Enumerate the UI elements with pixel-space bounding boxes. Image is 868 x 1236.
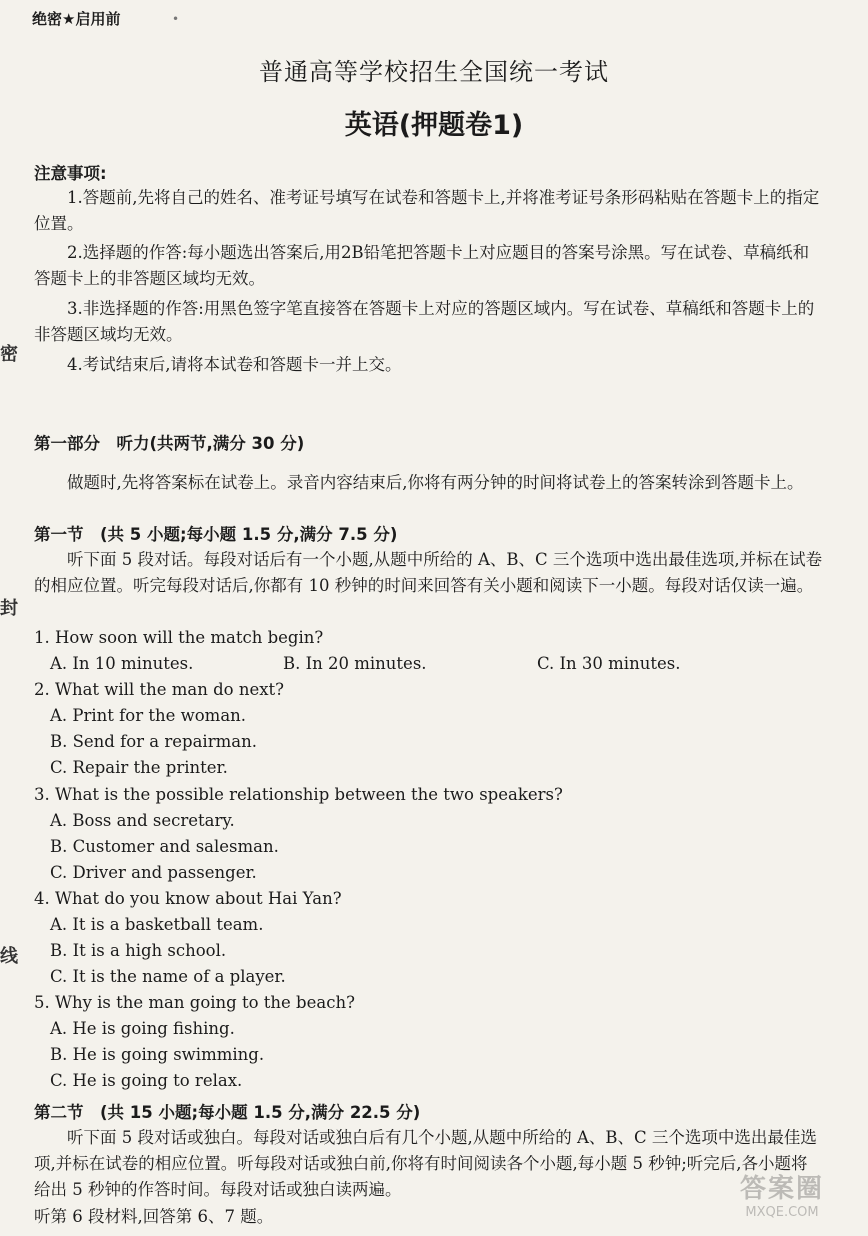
- watermark-logo-text: 答案圈: [739, 1174, 824, 1204]
- section2-next: 听第 6 段材料,回答第 6、7 题。: [34, 1207, 274, 1226]
- q3-option-a: A. Boss and secretary.: [50, 811, 235, 830]
- q5-option-b: B. He is going swimming.: [50, 1045, 265, 1064]
- q1-option-b: B. In 20 minutes.: [283, 654, 427, 673]
- exam-title: 普通高等学校招生全国统一考试: [259, 58, 609, 86]
- paper-subtitle: 英语(押题卷1): [344, 110, 524, 141]
- q1-option-a: A. In 10 minutes.: [50, 654, 194, 673]
- q1-option-c: C. In 30 minutes.: [537, 654, 681, 673]
- section1-heading: [34, 521, 397, 545]
- section2-heading-text: 第二节 (共 15 小题;每小题 1.5 分,满分 22.5 分): [34, 1103, 421, 1122]
- margin-char-xian: 线: [0, 946, 18, 967]
- watermark-logo-url: MXQE.COM: [745, 1205, 819, 1220]
- q3-option-b: B. Customer and salesman.: [50, 837, 279, 856]
- q4-option-b: B. It is a high school.: [50, 941, 227, 960]
- confidential-label: 绝密★启用前: [32, 10, 121, 28]
- question-4: 4. What do you know about Hai Yan?: [34, 889, 342, 908]
- q4-option-a: A. It is a basketball team.: [50, 915, 264, 934]
- q4-option-c: C. It is the name of a player.: [50, 967, 286, 986]
- scan-dot-icon: •: [172, 12, 180, 26]
- q2-option-a: A. Print for the woman.: [50, 706, 247, 725]
- q5-option-c: C. He is going to relax.: [50, 1071, 243, 1090]
- question-1: 1. How soon will the match begin?: [34, 628, 324, 647]
- q3-option-c: C. Driver and passenger.: [50, 863, 257, 882]
- q2-option-b: B. Send for a repairman.: [50, 732, 257, 751]
- part1-intro: 做题时,先将答案标在试卷上。录音内容结束后,你将有两分钟的时间将试卷上的答案转涂到答题卡上。: [67, 473, 804, 492]
- q2-option-c: C. Repair the printer.: [50, 758, 228, 777]
- margin-char-mi: 密: [0, 344, 18, 365]
- section1-instructions: 听下面 5 段对话。每段对话后有一个小题,从题中所给的 A、B、C 三个选项中选出最佳选项,并标在试卷的相应位置。听完每段对话后,你都有 10 秒钟的时间来回答有关小题和阅读下一小题。每段对话仅读一遍。: [34, 550, 823, 595]
- q5-option-a: A. He is going fishing.: [50, 1019, 235, 1038]
- part1-heading: 第一部分 听力(共两节,满分 30 分): [34, 434, 305, 453]
- question-2: 2. What will the man do next?: [34, 680, 285, 699]
- margin-char-feng: 封: [0, 598, 18, 619]
- question-3: 3. What is the possible relationship between the two speakers?: [34, 785, 563, 804]
- section2-heading: [34, 1099, 420, 1123]
- notice-item-3: 3.非选择题的作答:用黑色签字笔直接答在答题卡上对应的答题区域内。写在试卷、草稿纸和答题卡上的非答题区域均无效。: [34, 299, 815, 344]
- question-5: 5. Why is the man going to the beach?: [34, 993, 355, 1012]
- notice-item-4: 4.考试结束后,请将本试卷和答题卡一并上交。: [67, 355, 402, 374]
- notice-heading: 注意事项:: [34, 164, 107, 183]
- section1-heading-text: 第一节 (共 5 小题;每小题 1.5 分,满分 7.5 分): [34, 525, 398, 544]
- section2-instructions: 听下面 5 段对话或独白。每段对话或独白后有几个小题,从题中所给的 A、B、C 三个选项中选出最佳选项,并标在试卷的相应位置。听每段对话或独白前,你将有时间阅读各个小题,每小题 5 秒钟;听完后,各小题将给出 5 秒钟的作答时间。每段对话或独白读两遍。: [34, 1128, 817, 1199]
- notice-item-2: 2.选择题的作答:每小题选出答案后,用2B铅笔把答题卡上对应题目的答案号涂黑。写在试卷、草稿纸和答题卡上的非答题区域均无效。: [34, 243, 810, 288]
- watermark-logo: [712, 1168, 852, 1220]
- notice-item-1: 1.答题前,先将自己的姓名、准考证号填写在试卷和答题卡上,并将准考证号条形码粘贴在答题卡上的指定位置。: [34, 188, 820, 233]
